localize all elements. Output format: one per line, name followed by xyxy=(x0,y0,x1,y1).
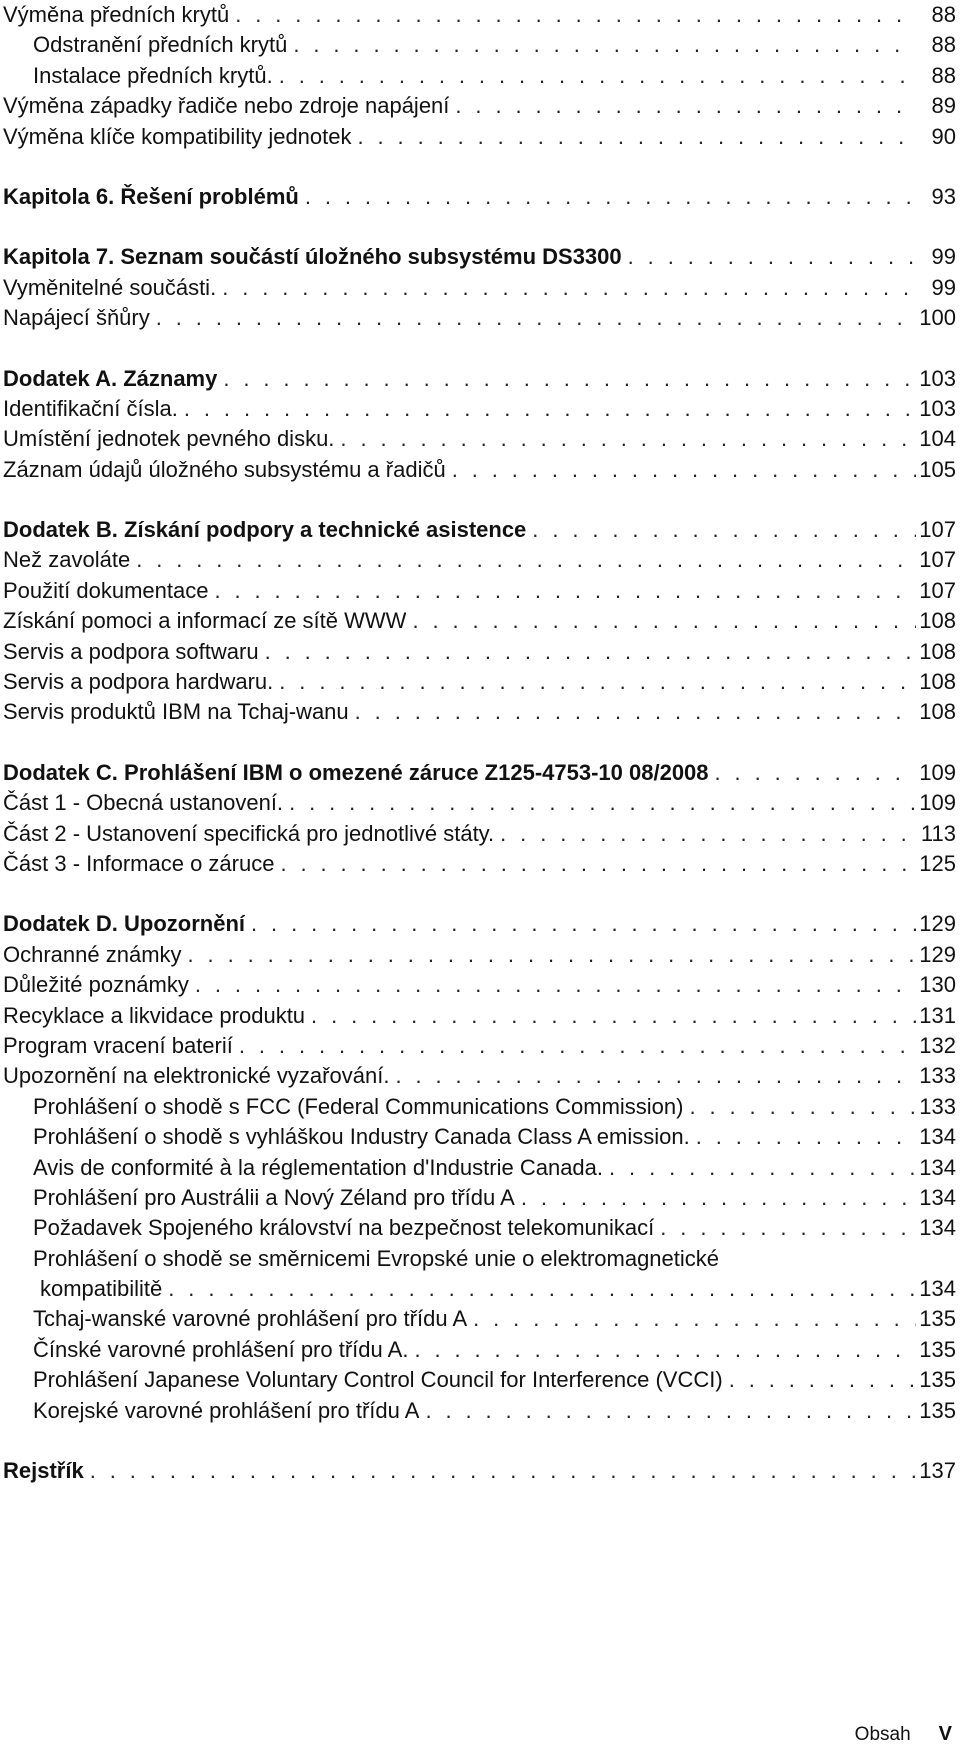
toc-entry-title: Instalace předních krytů. xyxy=(33,62,273,88)
toc-entry-page: 135 xyxy=(919,1367,956,1393)
toc-entry-page: 134 xyxy=(919,1215,956,1241)
toc-entry-title: Vyměnitelné součásti. xyxy=(3,274,217,300)
toc-entry-title: Použití dokumentace xyxy=(3,577,209,603)
dot-leader xyxy=(408,1335,916,1365)
dot-leader xyxy=(723,1365,916,1395)
toc-entry[interactable] xyxy=(0,1122,956,1152)
dot-leader xyxy=(603,1153,916,1183)
toc-entry[interactable] xyxy=(0,30,956,60)
toc-entry-title: Kapitola 7. Seznam součástí úložného subsystému DS3300 xyxy=(3,244,622,270)
toc-entry-page: 88 xyxy=(931,62,956,88)
dot-leader xyxy=(287,30,916,60)
dot-leader xyxy=(654,1213,916,1243)
toc-entry-title: Dodatek D. Upozornění xyxy=(3,911,246,937)
toc-entry-title: Výměna předních krytů xyxy=(3,2,230,27)
dot-leader xyxy=(406,606,916,636)
dot-leader xyxy=(273,667,916,697)
toc-entry-title: Výměna klíče kompatibility jednotek xyxy=(3,123,352,149)
toc-chapter-entry[interactable] xyxy=(0,242,956,272)
toc-chapter-entry[interactable] xyxy=(0,758,956,788)
toc-entry-title: Požadavek Spojeného království na bezpečnost telekomunikací xyxy=(33,1215,655,1241)
toc-entry[interactable] xyxy=(0,606,956,636)
toc-entry-title: Tchaj-wanské varovné prohlášení pro třídu A xyxy=(33,1306,468,1332)
toc-entry-page: 88 xyxy=(931,32,956,58)
dot-leader xyxy=(274,849,916,879)
dot-leader xyxy=(208,576,916,606)
dot-leader xyxy=(349,697,916,727)
dot-leader xyxy=(305,1001,916,1031)
toc-entry-title: Servis a podpora hardwaru. xyxy=(3,669,274,695)
toc-entry-title: Část 1 - Obecná ustanovení. xyxy=(3,790,284,816)
toc-entry[interactable] xyxy=(0,122,956,152)
toc-entry-page: 134 xyxy=(919,1124,956,1150)
toc-entry-page: 99 xyxy=(931,274,956,300)
toc-entry-title: Než zavoláte xyxy=(3,547,131,573)
toc-entry-title: Výměna západky řadiče nebo zdroje napájení xyxy=(3,93,450,119)
dot-leader xyxy=(467,1304,916,1334)
toc-entry-page: 108 xyxy=(919,669,956,695)
toc-chapter-entry[interactable] xyxy=(0,515,956,545)
dot-leader xyxy=(299,182,916,212)
toc-entry[interactable] xyxy=(0,1365,956,1395)
toc-entry-page: 129 xyxy=(919,911,956,937)
toc-entry[interactable] xyxy=(0,1061,956,1091)
toc-entry[interactable] xyxy=(0,667,956,697)
toc-entry-title: Identifikační čísla. xyxy=(3,395,178,421)
toc-entry-title: Ochranné známky xyxy=(3,941,182,967)
dot-leader xyxy=(352,122,917,152)
dot-leader xyxy=(216,273,916,303)
toc-entry[interactable] xyxy=(0,1213,956,1243)
dot-leader xyxy=(189,970,916,1000)
toc-entry-page: 113 xyxy=(920,820,956,846)
toc-entry-page: 103 xyxy=(919,395,956,421)
toc-chapter-entry[interactable] xyxy=(0,1456,956,1486)
toc-entry-title: Prohlášení Japanese Voluntary Control Council for Interference (VCCI) xyxy=(33,1367,723,1393)
toc-entry[interactable] xyxy=(0,0,956,30)
toc-entry-page: 134 xyxy=(919,1184,956,1210)
toc-entry-page: 135 xyxy=(919,1306,956,1332)
dot-leader xyxy=(245,909,916,939)
toc-entry[interactable] xyxy=(0,788,956,818)
dot-leader xyxy=(283,788,916,818)
toc-entry-page: 109 xyxy=(919,759,956,785)
toc-entry[interactable] xyxy=(0,1304,956,1334)
toc-entry-page: 109 xyxy=(919,790,956,816)
dot-leader xyxy=(229,0,916,30)
toc-entry-page: 103 xyxy=(919,365,956,391)
toc-entry-page: 133 xyxy=(919,1093,956,1119)
toc-entry[interactable] xyxy=(0,1092,956,1122)
dot-leader xyxy=(515,1183,916,1213)
toc-entry-page: 130 xyxy=(919,972,956,998)
toc-entry-page: 125 xyxy=(919,850,956,876)
toc-entry[interactable] xyxy=(0,819,956,849)
toc-entry-page: 137 xyxy=(919,1458,956,1484)
toc-entry-page: 131 xyxy=(919,1002,956,1028)
toc-entry-title: Část 2 - Ustanovení specifická pro jednotlivé státy. xyxy=(3,820,495,846)
page-footer xyxy=(855,1723,952,1746)
page-number: V xyxy=(938,1723,952,1745)
toc-entry[interactable] xyxy=(0,455,956,485)
toc-entry-page: 108 xyxy=(919,699,956,725)
toc-entry-title: kompatibilitě xyxy=(40,1276,163,1302)
toc-chapter-entry[interactable] xyxy=(0,182,956,212)
toc-entry-page: 133 xyxy=(919,1063,956,1089)
toc-entry[interactable] xyxy=(0,91,956,121)
toc-entry-page: 107 xyxy=(919,547,956,573)
toc-entry[interactable] xyxy=(0,1244,956,1274)
toc-entry-page: 108 xyxy=(919,608,956,634)
toc-entry[interactable] xyxy=(0,1031,956,1061)
toc-entry-title: Část 3 - Informace o záruce xyxy=(3,850,275,876)
toc-entry[interactable] xyxy=(0,1396,956,1426)
toc-entry-title: Rejstřík xyxy=(3,1458,84,1484)
dot-leader xyxy=(130,545,916,575)
toc-entry-page: 108 xyxy=(919,638,956,664)
toc-entry[interactable] xyxy=(0,394,956,424)
toc-entry[interactable] xyxy=(0,576,956,606)
toc-entry-title: Program vracení baterií xyxy=(3,1032,233,1058)
dot-leader xyxy=(162,1274,916,1304)
toc-entry-page: 89 xyxy=(931,93,956,119)
dot-leader xyxy=(683,1092,916,1122)
toc-entry-page: 134 xyxy=(919,1276,956,1302)
toc-entry-page: 105 xyxy=(919,456,956,482)
toc-entry[interactable] xyxy=(0,1335,956,1365)
toc-entry-title: Čínské varovné prohlášení pro třídu A. xyxy=(33,1336,409,1362)
toc-entry[interactable] xyxy=(0,849,956,879)
toc-entry-page: 90 xyxy=(931,123,956,149)
toc-entry-title: Získání pomoci a informací ze sítě WWW xyxy=(3,608,407,634)
toc-entry-title: Korejské varovné prohlášení pro třídu A xyxy=(33,1397,420,1423)
toc-entry[interactable] xyxy=(0,303,956,333)
toc-entry-page: 135 xyxy=(919,1397,956,1423)
toc-entry-title: Prohlášení o shodě s FCC (Federal Communications Commission) xyxy=(33,1093,684,1119)
dot-leader xyxy=(334,424,916,454)
toc-entry-title: Důležité poznámky xyxy=(3,972,189,998)
toc-entry-title: Prohlášení o shodě se směrnicemi Evropské unie o elektromagnetické xyxy=(33,1245,720,1271)
dot-leader xyxy=(389,1061,916,1091)
toc-entry[interactable] xyxy=(0,637,956,667)
toc-entry[interactable] xyxy=(0,697,956,727)
dot-leader xyxy=(178,394,916,424)
dot-leader xyxy=(494,819,916,849)
dot-leader xyxy=(419,1396,916,1426)
toc-entry-page: 88 xyxy=(931,2,956,27)
dot-leader xyxy=(273,61,916,91)
toc-entry[interactable] xyxy=(0,970,956,1000)
toc-entry[interactable] xyxy=(0,1153,956,1183)
dot-leader xyxy=(709,758,916,788)
toc-entry-page: 107 xyxy=(919,577,956,603)
toc-entry-title: Upozornění na elektronické vyzařování. xyxy=(3,1063,390,1089)
toc-entry-title: Servis produktů IBM na Tchaj-wanu xyxy=(3,699,349,725)
dot-leader xyxy=(446,455,916,485)
dot-leader xyxy=(259,637,916,667)
toc-entry-title: Kapitola 6. Řešení problémů xyxy=(3,183,299,209)
footer-section-label: Obsah xyxy=(854,1724,911,1745)
dot-leader xyxy=(690,1122,916,1152)
toc-entry-page: 134 xyxy=(919,1154,956,1180)
toc-entry-continuation[interactable] xyxy=(0,1274,956,1304)
toc-entry-title: Záznam údajů úložného subsystému a řadičů xyxy=(3,456,446,482)
toc-entry[interactable] xyxy=(0,1183,956,1213)
toc-entry-title: Dodatek A. Záznamy xyxy=(3,365,218,391)
toc-chapter-entry[interactable] xyxy=(0,909,956,939)
toc-entry-page: 104 xyxy=(919,426,956,452)
toc-entry-page: 93 xyxy=(931,183,956,209)
toc-entry-title: Napájecí šňůry xyxy=(3,305,150,331)
toc-entry-title: Dodatek C. Prohlášení IBM o omezené záruce Z125-4753-10 08/2008 xyxy=(3,759,709,785)
toc-entry-title: Servis a podpora softwaru xyxy=(3,638,259,664)
toc-entry-title: Odstranění předních krytů xyxy=(33,32,288,58)
dot-leader xyxy=(526,515,916,545)
dot-leader xyxy=(622,242,916,272)
toc-entry[interactable] xyxy=(0,545,956,575)
dot-leader xyxy=(217,364,916,394)
toc-entry-page: 129 xyxy=(919,941,956,967)
toc-entry[interactable] xyxy=(0,424,956,454)
toc-chapter-entry[interactable] xyxy=(0,364,956,394)
toc-entry-title: Dodatek B. Získání podpory a technické asistence xyxy=(3,517,527,543)
toc-entry-title: Avis de conformité à la réglementation d'Industrie Canada. xyxy=(33,1154,604,1180)
dot-leader xyxy=(449,91,916,121)
toc-entry[interactable] xyxy=(0,1001,956,1031)
toc-entry-page: 100 xyxy=(919,305,956,331)
dot-leader xyxy=(150,303,916,333)
toc-entry-title: Recyklace a likvidace produktu xyxy=(3,1002,306,1028)
toc-entry-title: Prohlášení pro Austrálii a Nový Zéland pro třídu A xyxy=(33,1184,515,1210)
dot-leader xyxy=(233,1031,916,1061)
toc-entry[interactable] xyxy=(0,940,956,970)
toc-entry[interactable] xyxy=(0,61,956,91)
dot-leader xyxy=(84,1456,916,1486)
toc-entry-title: Umístění jednotek pevného disku. xyxy=(3,426,335,452)
toc-entry-page: 99 xyxy=(931,244,956,270)
toc-entry[interactable] xyxy=(0,273,956,303)
toc-entry-page: 132 xyxy=(919,1032,956,1058)
dot-leader xyxy=(182,940,916,970)
toc-entry-page: 107 xyxy=(919,517,956,543)
toc-entry-page: 135 xyxy=(919,1336,956,1362)
toc-entry-title: Prohlášení o shodě s vyhláškou Industry Canada Class A emission. xyxy=(33,1124,690,1150)
